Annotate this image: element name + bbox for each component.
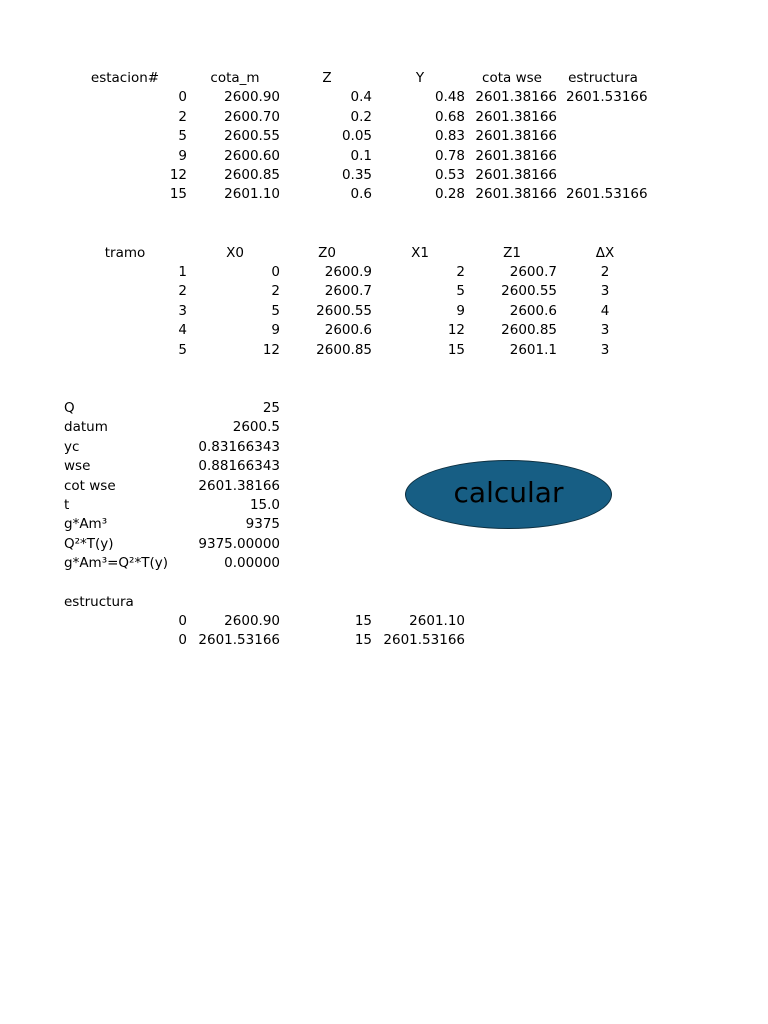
table1-cell: 2 (178, 108, 187, 125)
table1-cell: 2601.53166 (566, 186, 648, 203)
estructura-cell: 15 (354, 612, 372, 629)
calcular-button-label: calcular (453, 476, 564, 509)
table2-cell: 15 (447, 341, 465, 358)
table1-cell: 15 (169, 186, 187, 203)
table2-cell: 3 (600, 322, 610, 339)
param-value: 15.0 (249, 497, 280, 513)
param-value: 0.83166343 (198, 438, 280, 455)
table2-cell: 2600.85 (501, 322, 557, 339)
table2-cell: 5 (456, 283, 465, 300)
table2-cell: 1 (178, 263, 187, 280)
table1-header: Z (322, 70, 332, 86)
table2-cell: 12 (262, 341, 280, 358)
param-value: 25 (262, 400, 280, 416)
param-value: 9375.00000 (198, 535, 280, 552)
table1-cell (566, 127, 666, 146)
estructura-cell: 2601.10 (409, 612, 465, 629)
table1-cell: 2601.38166 (475, 128, 557, 145)
table1-cell: 2601.53166 (566, 89, 648, 106)
table2-cell: 3 (600, 283, 610, 300)
table1-cell: 0.35 (341, 167, 372, 183)
table2-cell: 2601.1 (509, 341, 557, 358)
table1-cell: 2601.38166 (475, 147, 557, 164)
table2-header: tramo (104, 244, 146, 261)
estructura-label: estructura (64, 593, 134, 610)
table2-header: X1 (411, 244, 429, 261)
table2-cell: 2600.85 (316, 341, 372, 358)
table1-cell: 2601.38166 (475, 108, 557, 125)
table2-header: X0 (226, 244, 244, 261)
table2-cell: 4 (600, 302, 610, 319)
param-label: cot wse (64, 477, 116, 494)
param-label: g*Am³ (64, 516, 108, 533)
table2-cell: 2600.7 (324, 283, 372, 300)
table1-cell: 2601.38166 (475, 167, 557, 183)
table1-cell: 0.4 (350, 89, 372, 106)
table1-header: cota_m (210, 70, 260, 86)
table1-cell (566, 108, 666, 127)
estructura-cell: 0 (178, 632, 187, 649)
param-value: 2600.5 (232, 419, 280, 436)
table1-header: estacion# (90, 70, 160, 86)
param-value: 0.00000 (224, 555, 280, 572)
table2-cell: 2 (456, 263, 465, 280)
param-label: g*Am³=Q²*T(y) (64, 555, 168, 572)
table1-cell: 2601.10 (224, 186, 280, 203)
param-label: yc (64, 438, 80, 455)
table1-cell: 12 (169, 167, 187, 183)
table1-cell: 0 (178, 89, 187, 106)
calcular-button[interactable] (405, 460, 612, 529)
table2-cell: 2600.55 (316, 302, 372, 319)
table2-cell: 2600.55 (501, 283, 557, 300)
param-label: Q²*T(y) (64, 535, 114, 552)
table2-cell: 9 (456, 302, 465, 319)
table2-header: Z1 (503, 244, 521, 261)
table2-cell: 5 (271, 302, 280, 319)
table2-cell: 0 (271, 263, 280, 280)
table1-header: cota wse (482, 70, 542, 86)
param-label: wse (64, 458, 91, 475)
table1-cell: 0.68 (434, 108, 465, 125)
estructura-cell: 2601.53166 (383, 632, 465, 649)
table1-cell: 5 (178, 128, 187, 145)
table2-cell: 2600.6 (324, 322, 372, 339)
table1-cell: 2601.38166 (475, 89, 557, 106)
estructura-cell: 2600.90 (224, 612, 280, 629)
table2-cell: 12 (447, 322, 465, 339)
table2-cell: 4 (178, 322, 187, 339)
estructura-cell: 15 (354, 632, 372, 649)
table1-cell: 0.78 (434, 147, 465, 164)
table1-cell (566, 166, 666, 185)
table1-cell: 0.28 (434, 186, 465, 203)
table1-cell: 9 (178, 147, 187, 164)
param-value: 0.88166343 (198, 458, 280, 475)
table2-cell: 2 (178, 283, 187, 300)
estructura-cell: 0 (178, 612, 187, 629)
table1-cell: 0.83 (434, 128, 465, 145)
table2-cell: 2600.9 (324, 263, 372, 280)
table1-cell: 2600.70 (224, 108, 280, 125)
table1-cell: 0.1 (350, 147, 372, 164)
param-label: datum (64, 419, 108, 436)
table1-cell: 0.48 (434, 89, 465, 106)
table1-header: estructura (568, 70, 638, 86)
table1-cell: 0.6 (350, 186, 372, 203)
table2-cell: 2600.6 (509, 302, 557, 319)
table1-cell: 2600.90 (224, 89, 280, 106)
table2-cell: 3 (600, 341, 610, 358)
table1-cell: 2600.55 (224, 128, 280, 145)
param-value: 2601.38166 (198, 477, 280, 494)
table2-cell: 5 (178, 341, 187, 358)
table2-cell: 3 (178, 302, 187, 319)
param-label: Q (64, 400, 75, 416)
estructura-cell: 2601.53166 (198, 632, 280, 649)
table1-cell: 2601.38166 (475, 186, 557, 203)
param-label: t (64, 497, 70, 513)
table1-header: Y (415, 70, 425, 86)
param-value: 9375 (245, 516, 280, 533)
table2-cell: 2 (271, 283, 280, 300)
table1-cell: 2600.60 (224, 147, 280, 164)
table1-cell: 0.53 (434, 167, 465, 183)
table2-header: ΔX (595, 244, 615, 261)
table1-cell: 2600.85 (224, 167, 280, 183)
table2-cell: 9 (271, 322, 280, 339)
table1-cell (566, 147, 666, 166)
table2-header: Z0 (318, 244, 336, 261)
table1-cell: 0.2 (350, 108, 372, 125)
table2-cell: 2 (600, 263, 610, 280)
table2-cell: 2600.7 (509, 263, 557, 280)
table1-cell: 0.05 (341, 128, 372, 145)
